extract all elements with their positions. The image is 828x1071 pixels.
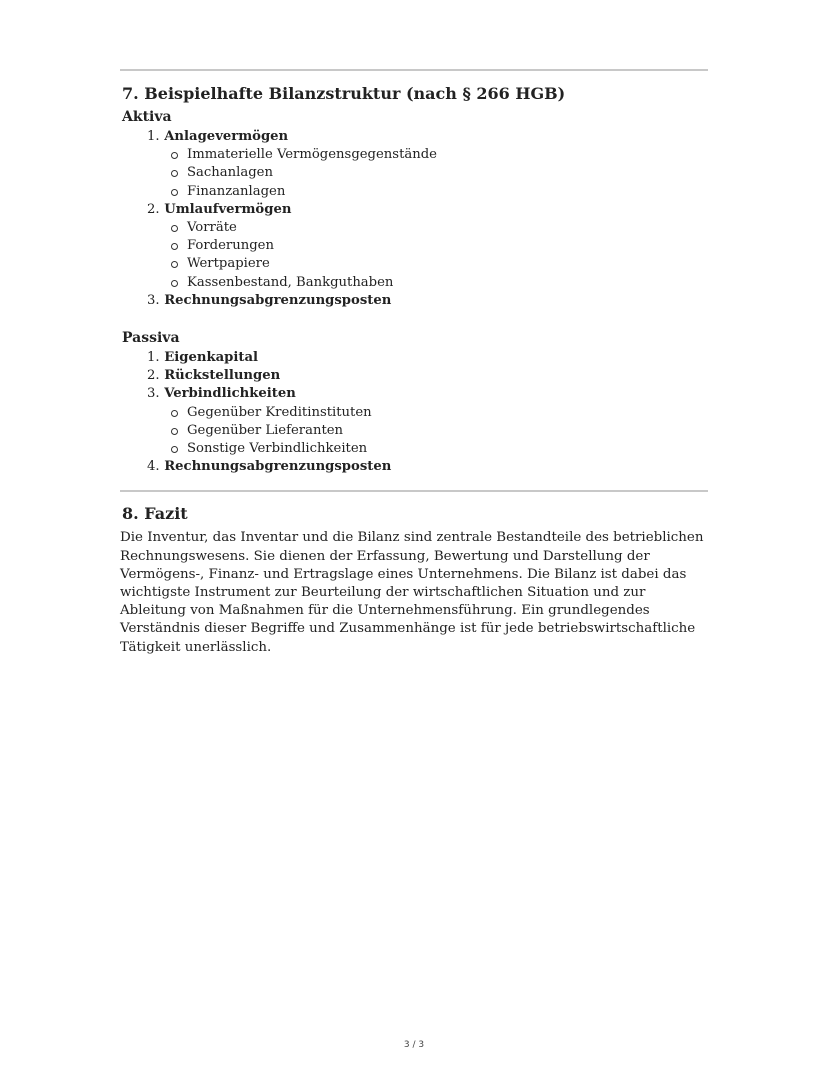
circle-bullet-icon [171, 243, 178, 250]
list-item-label: Anlagevermögen [164, 129, 289, 144]
list-item [120, 349, 708, 367]
sub-list-item-text: Sachanlagen [187, 165, 273, 181]
section-divider [120, 490, 708, 492]
list-item [120, 128, 708, 201]
section-8-title: 8. Fazit [122, 504, 188, 524]
page-number: 3 / 3 [403, 1040, 425, 1050]
passiva-list [120, 349, 708, 476]
sub-list-item-text: Wertpapiere [187, 256, 270, 272]
sub-list-item-text: Gegenüber Kreditinstituten [187, 404, 372, 420]
list-item-number: 2. [147, 201, 160, 217]
aktiva-list [120, 128, 708, 310]
circle-bullet-icon [171, 280, 178, 287]
list-item-number: 1. [147, 350, 160, 366]
circle-bullet-icon [171, 428, 178, 435]
sub-list-item [133, 219, 708, 237]
sub-list-item [133, 404, 708, 422]
sub-list-item [133, 237, 708, 255]
sub-list-item-text: Gegenüber Lieferanten [187, 422, 344, 438]
sub-list-item-text: Kassenbestand, Bankguthaben [187, 274, 394, 290]
sub-list [147, 146, 708, 201]
sub-list-item-text: Forderungen [187, 238, 274, 254]
sub-list-item [133, 422, 708, 440]
list-item-number: 4. [147, 459, 160, 475]
sub-list [147, 219, 708, 292]
circle-bullet-icon [171, 170, 178, 177]
list-item [120, 458, 708, 476]
circle-bullet-icon [171, 152, 178, 159]
list-item-label: Umlaufvermögen [164, 201, 292, 217]
list-item-number: 2. [147, 368, 160, 384]
list-item-label: Verbindlichkeiten [164, 386, 296, 402]
sub-list-item-text: Immaterielle Vermögensgegenstände [187, 147, 437, 163]
sub-list-item [133, 146, 708, 164]
sub-list-item-text: Finanzanlagen [187, 183, 286, 199]
list-item-number: 1. [147, 129, 160, 144]
sub-list-item-text: Vorräte [187, 220, 237, 236]
section-divider [120, 69, 708, 71]
list-item-label: Rückstellungen [164, 368, 281, 384]
circle-bullet-icon [171, 410, 178, 417]
circle-bullet-icon [171, 189, 178, 196]
document-page [120, 69, 708, 657]
sub-list-item [133, 164, 708, 182]
aktiva-heading: Aktiva [122, 109, 172, 125]
circle-bullet-icon [171, 446, 178, 453]
sub-list-item [133, 274, 708, 292]
list-item-label: Eigenkapital [164, 350, 259, 366]
sub-list-item [133, 255, 708, 273]
list-item-number: 3. [147, 292, 160, 308]
list-item-label: Rechnungsabgrenzungsposten [164, 459, 392, 475]
sub-list-item [133, 440, 708, 458]
fazit-paragraph: Die Inventur, das Inventar und die Bilanz sind zentrale Bestandteile des betrieblichen Rechnungswesens. Sie dienen der Erfassung, Bewertung und Darstellung der Vermögens-, Finanz- und Ertragslage eines Unternehmens. Die Bilanz ist dabei das wichtigste Instrument zur Beurteilung der wirtschaftlichen Situation und zur Ableitung von Maßnahmen für die Unternehmensführung. Ein grundlegendes Verständnis dieser Begriffe und Zusammenhänge ist für jede betriebswirtschaftliche Tätigkeit unerlässlich. [120, 530, 704, 655]
spacer [120, 310, 708, 325]
circle-bullet-icon [171, 261, 178, 268]
sub-list [147, 404, 708, 459]
list-item [120, 201, 708, 292]
circle-bullet-icon [171, 225, 178, 232]
sub-list-item [133, 183, 708, 201]
list-item-label: Rechnungsabgrenzungsposten [164, 292, 392, 308]
section-7-title: 7. Beispielhafte Bilanzstruktur (nach § 266 HGB) [122, 84, 566, 103]
list-item-number: 3. [147, 386, 160, 402]
passiva-heading: Passiva [122, 330, 180, 347]
list-item [120, 292, 708, 310]
sub-list-item-text: Sonstige Verbindlichkeiten [187, 441, 368, 457]
list-item [120, 385, 708, 458]
list-item [120, 367, 708, 385]
